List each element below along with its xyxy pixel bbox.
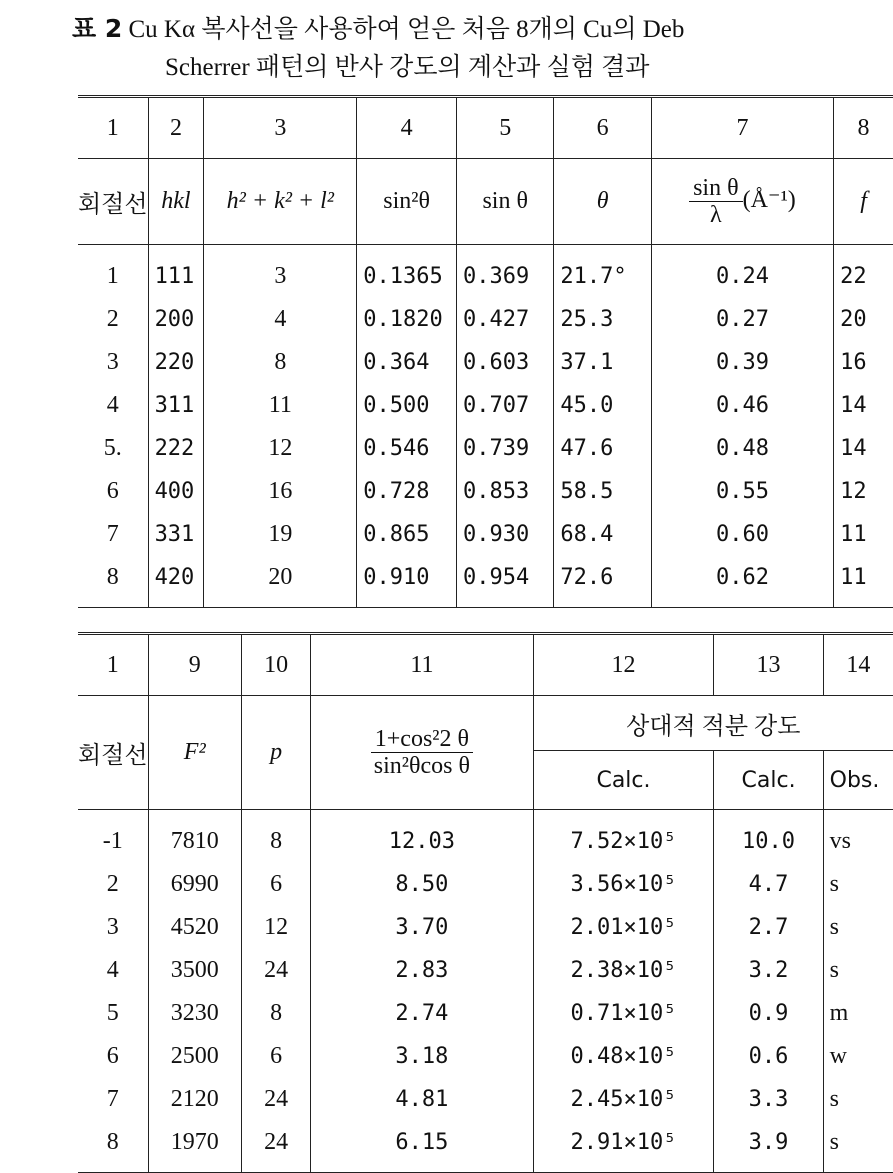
cell-line: 4 (106, 957, 119, 983)
table-row (78, 863, 893, 906)
col-number: 13 (714, 634, 823, 696)
cell-f2: 6990 (148, 863, 241, 906)
cell-hkl: 400 (148, 470, 204, 513)
col-number: 2 (148, 97, 204, 159)
cell-p: 8 (241, 810, 310, 864)
caption-title-line-1: Cu Kα 복사선을 사용하여 얻은 처음 8개의 Cu의 Deb (128, 16, 685, 43)
cell-calc: 2.91×10⁵ (533, 1121, 714, 1173)
cell-hkl: 220 (148, 341, 204, 384)
table-row (78, 341, 893, 384)
col-number: 4 (357, 97, 457, 159)
cell-lp: 12.03 (311, 810, 533, 864)
cell-obs: w (823, 1035, 893, 1078)
cell-lp: 8.50 (311, 863, 533, 906)
cell-f: 20 (834, 298, 893, 341)
table-row (78, 1078, 893, 1121)
cell-sl: 0.62 (651, 556, 833, 608)
cell-line: 5. (103, 435, 122, 461)
diffraction-table-part-2 (78, 632, 893, 1173)
cell-rel: 0.9 (714, 992, 823, 1035)
cell-sin: 0.739 (456, 427, 553, 470)
cell-rel: 3.2 (714, 949, 823, 992)
cell-line: 3 (106, 349, 119, 375)
cell-line: 1 (106, 263, 119, 289)
cell-sl: 0.60 (651, 513, 833, 556)
fraction-numerator: sin θ (689, 175, 743, 202)
cell-sin2: 0.865 (357, 513, 457, 556)
header-row (78, 696, 893, 751)
cell-sl: 0.46 (651, 384, 833, 427)
table-number: 표 2 (72, 14, 123, 43)
cell-rel: 3.3 (714, 1078, 823, 1121)
cell-f: 11 (834, 556, 893, 608)
cell-sin2: 0.500 (357, 384, 457, 427)
cell-theta: 37.1 (554, 341, 651, 384)
cell-theta: 47.6 (554, 427, 651, 470)
cell-p: 6 (241, 863, 310, 906)
cell-theta: 68.4 (554, 513, 651, 556)
table-row (78, 949, 893, 992)
cell-obs: m (823, 992, 893, 1035)
cell-hkl: 111 (148, 245, 204, 299)
table-row (78, 427, 893, 470)
cell-line: 2 (106, 871, 119, 897)
cell-hkl: 331 (148, 513, 204, 556)
cell-line: 7 (106, 1086, 119, 1112)
cell-obs: s (823, 906, 893, 949)
header-theta: θ (596, 188, 609, 214)
cell-p: 6 (241, 1035, 310, 1078)
cell-calc: 2.38×10⁵ (533, 949, 714, 992)
cell-s: 16 (204, 470, 357, 513)
column-number-row (78, 97, 893, 159)
cell-sin: 0.603 (456, 341, 553, 384)
cell-line: 3 (106, 914, 119, 940)
cell-sin: 0.369 (456, 245, 553, 299)
cell-p: 24 (241, 1121, 310, 1173)
cell-theta: 72.6 (554, 556, 651, 608)
cell-rel: 4.7 (714, 863, 823, 906)
header-lp-factor (311, 696, 533, 810)
cell-rel: 3.9 (714, 1121, 823, 1173)
cell-sin: 0.954 (456, 556, 553, 608)
header-calc-absolute: Calc. (533, 751, 714, 810)
col-number: 1 (78, 634, 148, 696)
cell-s: 4 (204, 298, 357, 341)
cell-obs: s (823, 1121, 893, 1173)
header-line: 회절선 (78, 696, 148, 810)
cell-sin2: 0.910 (357, 556, 457, 608)
cell-theta: 45.0 (554, 384, 651, 427)
cell-sl: 0.24 (651, 245, 833, 299)
col-number: 1 (78, 97, 148, 159)
cell-sin2: 0.364 (357, 341, 457, 384)
cell-f2: 7810 (148, 810, 241, 864)
cell-s: 8 (204, 341, 357, 384)
cell-rel: 2.7 (714, 906, 823, 949)
col-number: 9 (148, 634, 241, 696)
cell-s: 11 (204, 384, 357, 427)
cell-f2: 4520 (148, 906, 241, 949)
cell-f2: 3500 (148, 949, 241, 992)
cell-sin2: 0.546 (357, 427, 457, 470)
cell-line: 8 (78, 1121, 148, 1173)
cell-calc: 2.45×10⁵ (533, 1078, 714, 1121)
cell-calc: 2.01×10⁵ (533, 906, 714, 949)
diffraction-table-part-1 (78, 95, 893, 608)
cell-f2: 2120 (148, 1078, 241, 1121)
cell-f: 11 (834, 513, 893, 556)
header-sintheta: sin θ (456, 159, 553, 245)
table-row (78, 470, 893, 513)
header-sin2theta: sin²θ (357, 159, 457, 245)
table-row (78, 906, 893, 949)
fraction-numerator: 1+cos²2 θ (371, 726, 473, 753)
cell-line: 5 (106, 1000, 119, 1026)
cell-f: 22 (834, 245, 893, 299)
table-row (78, 245, 893, 299)
cell-line: 7 (106, 521, 119, 547)
cell-s: 19 (204, 513, 357, 556)
header-p: p (270, 739, 283, 765)
cell-line: 4 (106, 392, 119, 418)
cell-sin2: 0.1820 (357, 298, 457, 341)
table-row (78, 992, 893, 1035)
cell-obs: s (823, 949, 893, 992)
header-f2: F² (183, 739, 206, 765)
col-number: 8 (834, 97, 893, 159)
cell-s: 3 (204, 245, 357, 299)
cell-lp: 3.70 (311, 906, 533, 949)
cell-hkl: 222 (148, 427, 204, 470)
cell-calc: 3.56×10⁵ (533, 863, 714, 906)
col-number: 14 (823, 634, 893, 696)
cell-line: 8 (78, 556, 148, 608)
cell-line: 2 (106, 306, 119, 332)
table-row (78, 1121, 893, 1173)
cell-line: -1 (102, 828, 123, 854)
cell-lp: 3.18 (311, 1035, 533, 1078)
col-number: 7 (651, 97, 833, 159)
fraction-denominator: λ (710, 202, 722, 228)
cell-sl: 0.48 (651, 427, 833, 470)
col-number: 3 (204, 97, 357, 159)
cell-sl: 0.27 (651, 298, 833, 341)
header-line: 회절선 (78, 159, 148, 245)
cell-sl: 0.55 (651, 470, 833, 513)
table-row (78, 810, 893, 864)
fraction-denominator: sin²θcos θ (373, 753, 470, 779)
table-row (78, 384, 893, 427)
cell-sin: 0.707 (456, 384, 553, 427)
cell-sin2: 0.1365 (357, 245, 457, 299)
cell-lp: 4.81 (311, 1078, 533, 1121)
header-relative-integrated-intensity: 상대적 적분 강도 (533, 696, 893, 751)
col-number: 6 (554, 97, 651, 159)
col-number: 12 (533, 634, 714, 696)
cell-theta: 25.3 (554, 298, 651, 341)
header-row (78, 159, 893, 245)
cell-calc: 0.48×10⁵ (533, 1035, 714, 1078)
cell-p: 24 (241, 1078, 310, 1121)
header-hkl: hkl (161, 188, 191, 214)
cell-theta: 21.7° (554, 245, 651, 299)
table-row (78, 298, 893, 341)
cell-calc: 7.52×10⁵ (533, 810, 714, 864)
cell-f2: 3230 (148, 992, 241, 1035)
cell-f: 14 (834, 427, 893, 470)
col-number: 10 (241, 634, 310, 696)
caption-line-1 (72, 10, 684, 49)
table-row (78, 556, 893, 608)
cell-line: 6 (106, 478, 119, 504)
cell-lp: 2.83 (311, 949, 533, 992)
table-caption (72, 10, 684, 87)
header-h2k2l2: h² + k² + l² (226, 188, 334, 214)
cell-p: 8 (241, 992, 310, 1035)
table-row (78, 513, 893, 556)
cell-theta: 58.5 (554, 470, 651, 513)
cell-line: 6 (106, 1043, 119, 1069)
col-number: 11 (311, 634, 533, 696)
cell-f: 16 (834, 341, 893, 384)
cell-sin2: 0.728 (357, 470, 457, 513)
cell-f2: 2500 (148, 1035, 241, 1078)
header-sintheta-over-lambda (651, 159, 833, 245)
cell-rel: 0.6 (714, 1035, 823, 1078)
cell-f2: 1970 (148, 1121, 241, 1173)
cell-f: 12 (834, 470, 893, 513)
cell-s: 20 (204, 556, 357, 608)
cell-obs: s (823, 1078, 893, 1121)
cell-sin: 0.853 (456, 470, 553, 513)
cell-obs: vs (823, 810, 893, 864)
header-calc-relative: Calc. (714, 751, 823, 810)
cell-hkl: 200 (148, 298, 204, 341)
cell-f: 14 (834, 384, 893, 427)
cell-sl: 0.39 (651, 341, 833, 384)
cell-sin: 0.427 (456, 298, 553, 341)
header-observed: Obs. (823, 751, 893, 810)
col-number: 5 (456, 97, 553, 159)
cell-hkl: 420 (148, 556, 204, 608)
cell-hkl: 311 (148, 384, 204, 427)
unit: (Å⁻¹) (742, 187, 796, 214)
cell-obs: s (823, 863, 893, 906)
cell-lp: 2.74 (311, 992, 533, 1035)
cell-s: 12 (204, 427, 357, 470)
cell-lp: 6.15 (311, 1121, 533, 1173)
cell-sin: 0.930 (456, 513, 553, 556)
header-col8: f (860, 188, 867, 214)
column-number-row (78, 634, 893, 696)
caption-title-line-2: Scherrer 패턴의 반사 강도의 계산과 실험 결과 (165, 54, 650, 81)
cell-p: 12 (241, 906, 310, 949)
cell-p: 24 (241, 949, 310, 992)
table-row (78, 1035, 893, 1078)
cell-rel: 10.0 (714, 810, 823, 864)
cell-calc: 0.71×10⁵ (533, 992, 714, 1035)
